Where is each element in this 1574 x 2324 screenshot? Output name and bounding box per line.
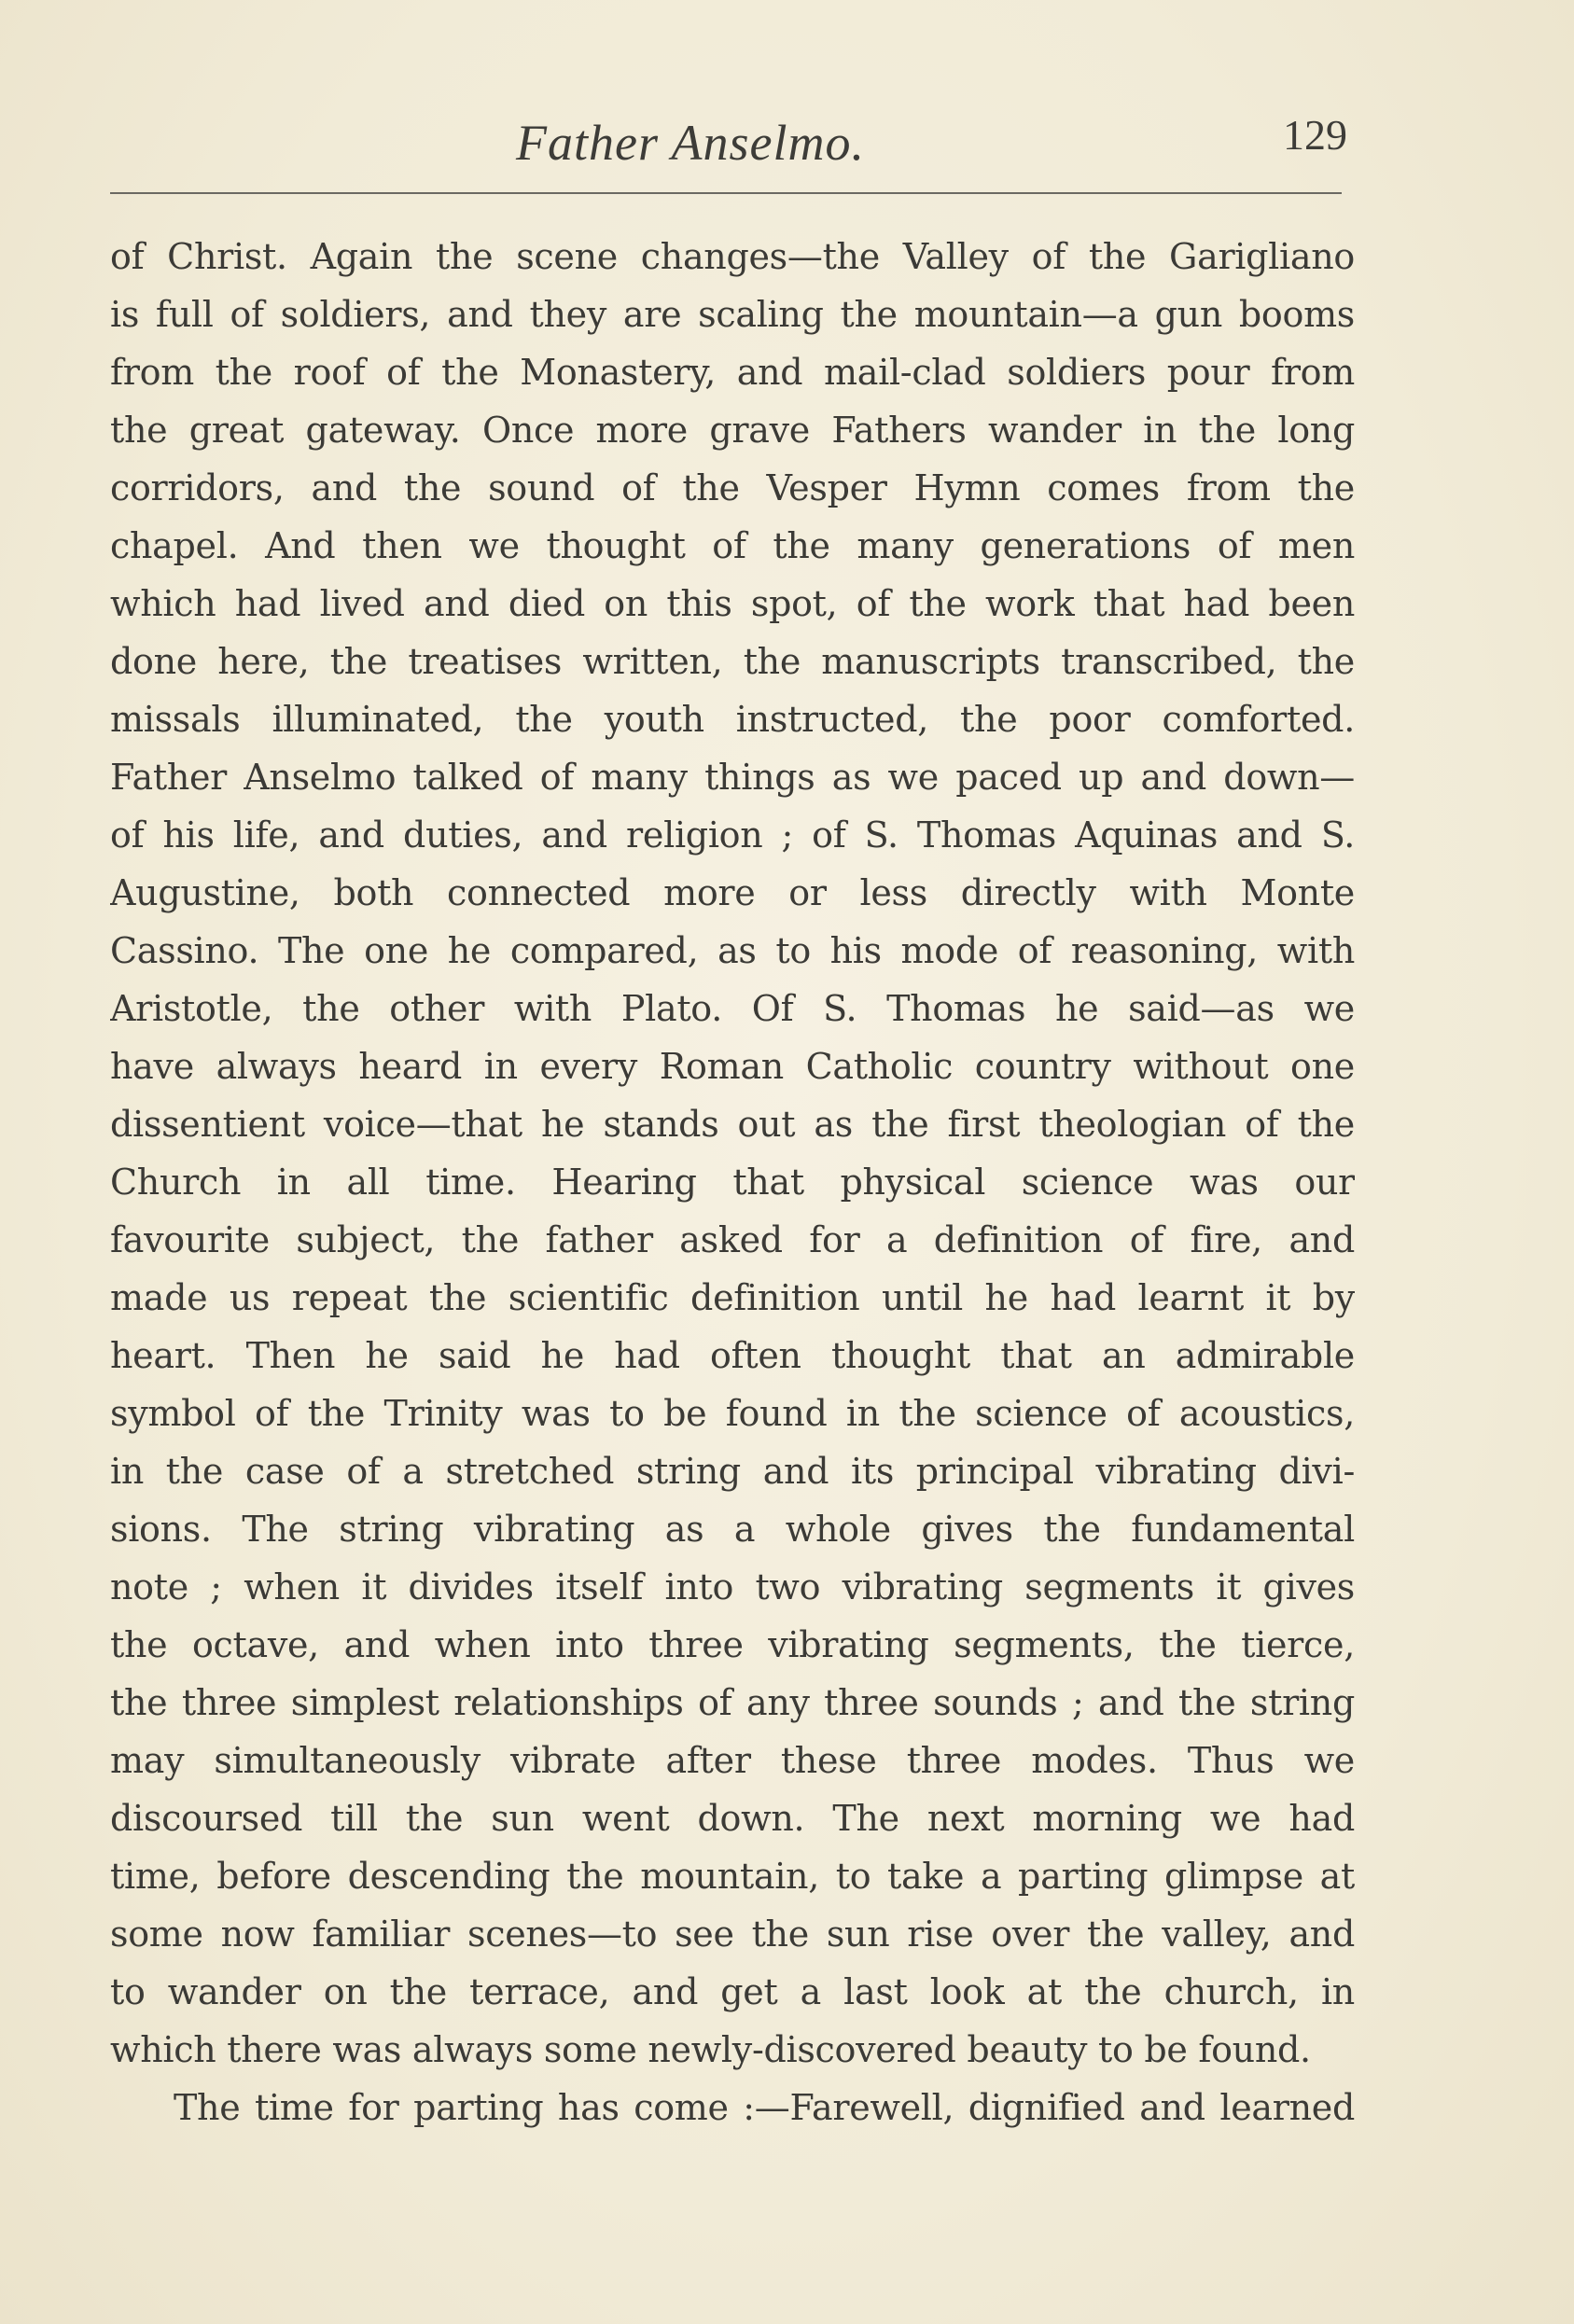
running-title: Father Anselmo. [516, 115, 865, 171]
text-line: Cassino. The one he compared, as to his mode of reasoning, with [110, 930, 1355, 971]
header-rule [110, 192, 1342, 194]
text-line: of his life, and duties, and religion ; of S. Thomas Aquinas and S. [110, 814, 1355, 856]
text-line: favourite subject, the father asked for a definition of fire, and [110, 1219, 1355, 1260]
text-line: have always heard in every Roman Catholic country without one [110, 1046, 1355, 1087]
text-line: the three simplest relationships of any three sounds ; and the string [110, 1682, 1355, 1723]
text-line: time, before descending the mountain, to take a parting glimpse at [110, 1856, 1355, 1897]
text-line: note ; when it divides itself into two vibrating segments it gives [110, 1566, 1355, 1607]
text-line: sions. The string vibrating as a whole gives the fundamental [110, 1509, 1355, 1550]
text-line: of Christ. Again the scene changes—the Valley of the Garigliano [110, 236, 1355, 277]
text-line: The time for parting has come :—Farewell, dignified and learned [174, 2087, 1355, 2128]
text-line: from the roof of the Monastery, and mail-clad soldiers pour from [110, 352, 1355, 393]
text-line: to wander on the terrace, and get a last look at the church, in [110, 1971, 1355, 2012]
text-line: some now familiar scenes—to see the sun rise over the valley, and [110, 1913, 1355, 1955]
text-line: which had lived and died on this spot, of the work that had been [110, 583, 1355, 624]
text-line: in the case of a stretched string and its principal vibrating divi- [110, 1451, 1355, 1492]
text-line: done here, the treatises written, the manuscripts transcribed, the [110, 641, 1355, 682]
text-line: chapel. And then we thought of the many generations of men [110, 525, 1355, 566]
text-line: may simultaneously vibrate after these three modes. Thus we [110, 1740, 1355, 1781]
text-line: which there was always some newly-discovered beauty to be found. [110, 2029, 1311, 2070]
text-line: Father Anselmo talked of many things as we paced up and down— [110, 757, 1355, 798]
body-text [110, 228, 1355, 2136]
text-line: symbol of the Trinity was to be found in the science of acoustics, [110, 1393, 1355, 1434]
text-line: dissentient voice—that he stands out as the first theologian of the [110, 1104, 1355, 1145]
page-number: 129 [1283, 111, 1347, 159]
text-line: Augustine, both connected more or less directly with Monte [110, 872, 1355, 913]
text-line: heart. Then he said he had often thought that an admirable [110, 1335, 1355, 1376]
text-line: corridors, and the sound of the Vesper Hymn comes from the [110, 467, 1355, 508]
text-line: is full of soldiers, and they are scaling the mountain—a gun booms [110, 294, 1355, 335]
text-line: missals illuminated, the youth instructed, the poor comforted. [110, 699, 1355, 740]
text-line: the octave, and when into three vibrating segments, the tierce, [110, 1624, 1355, 1665]
text-line: Aristotle, the other with Plato. Of S. Thomas he said—as we [110, 988, 1355, 1029]
text-line: Church in all time. Hearing that physical science was our [110, 1162, 1355, 1203]
text-line: the great gateway. Once more grave Fathers wander in the long [110, 410, 1355, 451]
text-line: made us repeat the scientific definition until he had learnt it by [110, 1277, 1355, 1318]
running-head [0, 104, 1574, 179]
text-line: discoursed till the sun went down. The next morning we had [110, 1798, 1355, 1839]
